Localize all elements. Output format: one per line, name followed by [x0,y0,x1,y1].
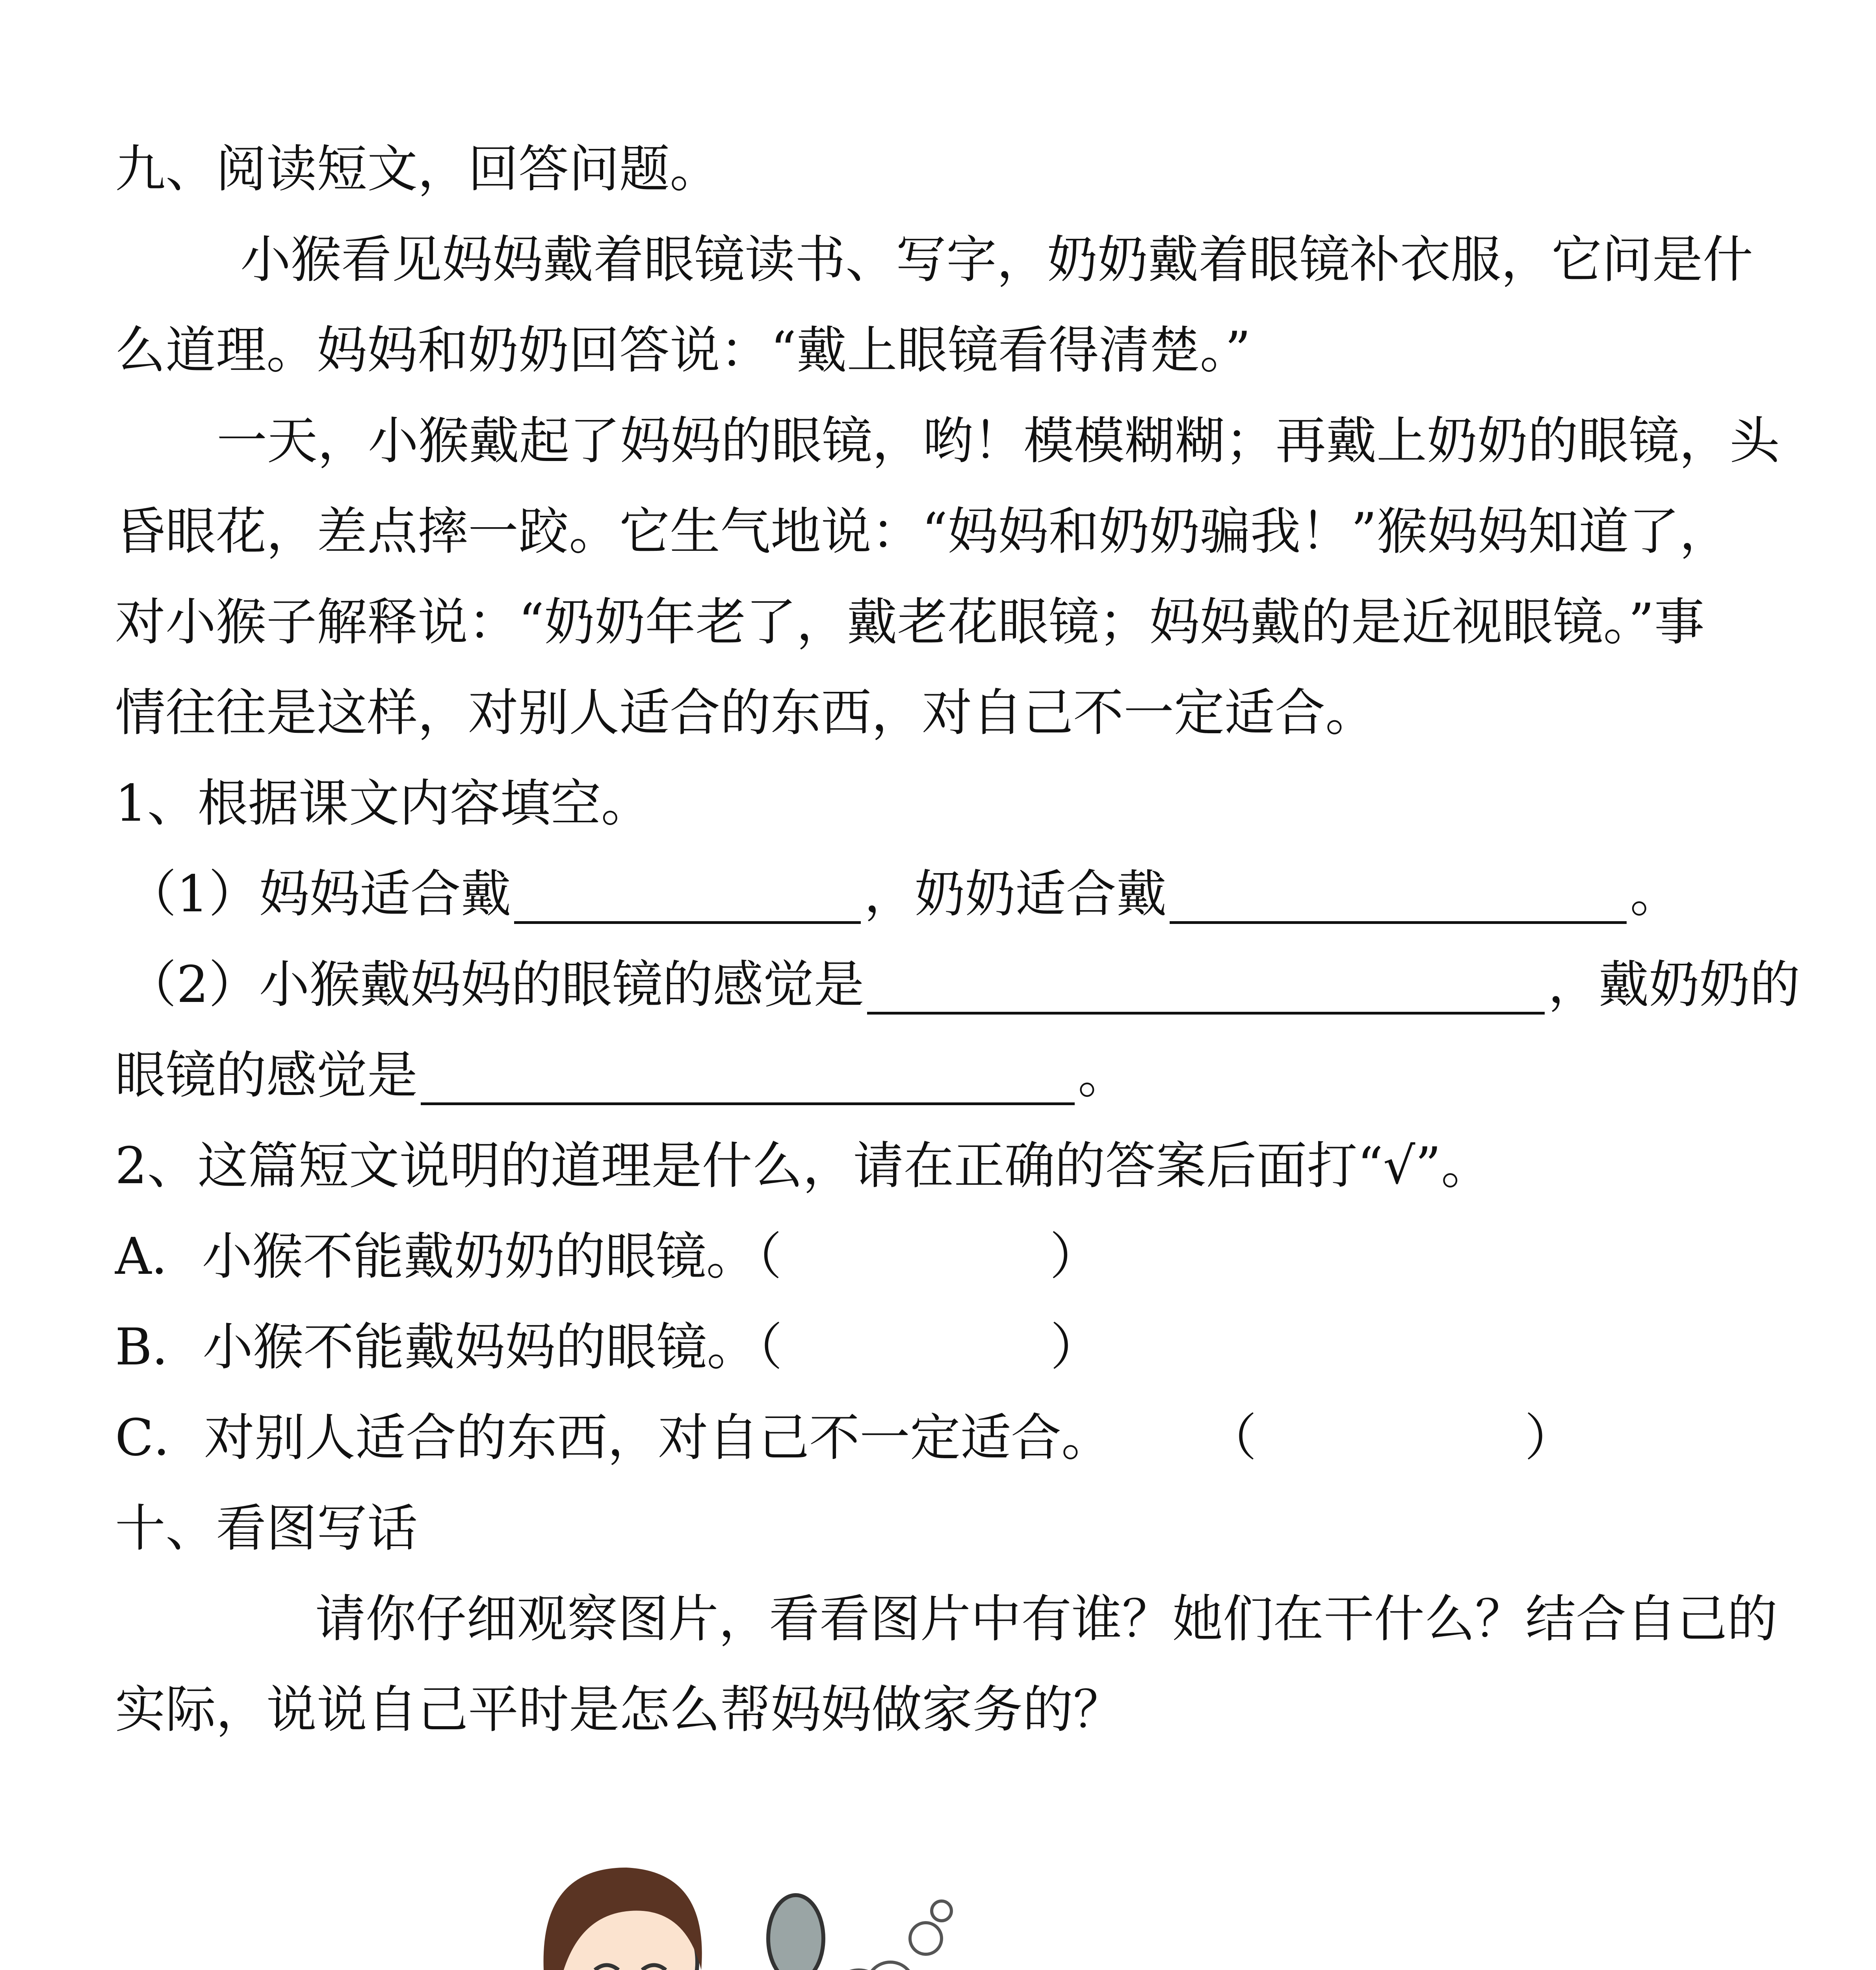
question-2-title: 2、这篇短文说明的道理是什么，请在正确的答案后面打“√”。 [115,1137,1492,1195]
option-a [115,1227,1100,1286]
option-a-open: （ [756,1227,782,1286]
illustration-mother-daughter-cooking [118,1820,985,1970]
option-c-close: ） [1524,1409,1575,1467]
q1-item2-text-a: （2）小猴戴妈妈的眼镜的感觉是 [126,955,864,1014]
passage-line: 么道理。妈妈和奶奶回答说：“戴上眼镜看得清楚。” [115,321,1251,380]
option-b [115,1318,1101,1377]
steam [831,1901,951,1970]
reading-heading: 九、阅读短文，回答问题。 [115,140,721,199]
question-1-item-2-cont [115,1046,1128,1105]
passage-line: 小猴看见妈妈戴着眼镜读书、写字，奶奶戴着眼镜补衣服，它问是什 [240,230,1753,289]
question-1-item-1 [126,865,1680,924]
passage-line: 昏眼花，差点摔一跤。它生气地说：“妈妈和奶奶骗我！”猴妈妈知道了， [115,502,1730,561]
option-a-close: ） [1049,1227,1100,1286]
q1-item1-end: 。 [1630,865,1681,924]
answer-blank-grandma-feeling[interactable] [421,1055,1075,1105]
writing-heading: 十、看图写话 [115,1499,418,1558]
q1-item1-text-a: （1）妈妈适合戴 [126,865,511,924]
option-a-text: A．小猴不能戴奶奶的眼镜。 [115,1227,757,1286]
question-1-item-2 [126,955,1800,1015]
option-b-close: ） [1050,1318,1101,1377]
option-b-text: B．小猴不能戴妈妈的眼镜。 [115,1318,758,1377]
passage-line: 情往往是这样，对别人适合的东西，对自己不一定适合。 [115,684,1376,742]
option-c [115,1409,1575,1468]
writing-prompt-line: 实际，说说自己平时是怎么帮妈妈做家务的？ [115,1680,1124,1739]
q1-item1-text-b: ，奶奶适合戴 [864,865,1167,924]
question-1-title: 1、根据课文内容填空。 [115,774,652,833]
mother [541,1868,823,1970]
option-c-open: （ [1206,1409,1257,1467]
q1-item2-line2: 眼镜的感觉是 [115,1046,418,1105]
passage-line: 对小猴子解释说：“奶奶年老了，戴老花眼镜；妈妈戴的是近视眼镜。”事 [115,593,1705,652]
q1-item2-end: 。 [1078,1046,1129,1105]
q1-item2-text-b: ，戴奶奶的 [1548,955,1800,1014]
passage-line: 一天，小猴戴起了妈妈的眼镜，哟！模模糊糊；再戴上奶奶的眼镜，头 [217,412,1780,470]
writing-prompt-line: 请你仔细观察图片，看看图片中有谁？她们在干什么？结合自己的 [315,1590,1778,1648]
option-b-open: （ [757,1318,783,1377]
answer-blank-grandma-glasses[interactable] [1170,874,1627,924]
answer-blank-mother-glasses[interactable] [514,874,861,924]
option-c-text: C．对别人适合的东西，对自己不一定适合。 [115,1409,1112,1467]
answer-blank-mother-feeling[interactable] [867,965,1545,1015]
